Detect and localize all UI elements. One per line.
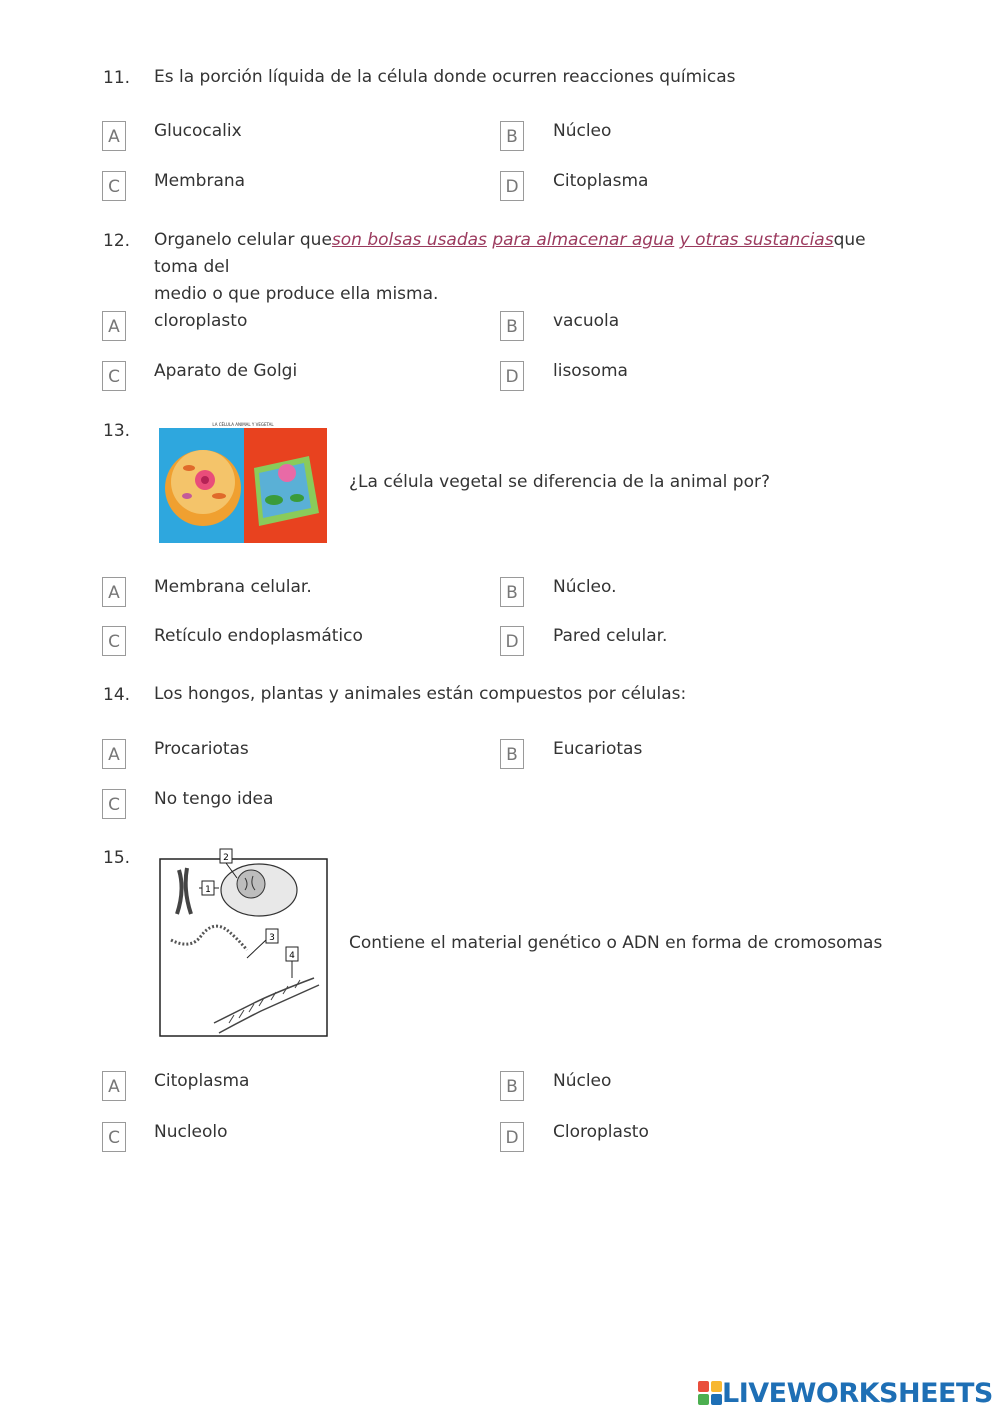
question-text-part: que toma del [154, 230, 866, 277]
option-a-text: Procariotas [154, 739, 249, 759]
question-text-line2: medio o que produce ella misma. [154, 284, 439, 304]
option-b-text: vacuola [553, 311, 620, 331]
option-d-box[interactable]: D [500, 171, 524, 201]
cell-comparison-image [159, 418, 327, 543]
diagram-label-2: 2 [223, 853, 229, 863]
option-d-text: lisosoma [553, 361, 628, 381]
question-text [154, 227, 914, 308]
logo-text: LIVEWORKSHEETS [722, 1377, 993, 1409]
option-b-text: Núcleo. [553, 577, 617, 597]
option-c-text: Membrana [154, 171, 246, 191]
option-a-box[interactable]: A [102, 577, 126, 607]
chromosome-diagram [159, 848, 329, 1038]
option-d-text: Citoplasma [553, 171, 649, 191]
logo-square-green [698, 1394, 709, 1405]
liveworksheets-logo-icon [698, 1381, 722, 1405]
option-a-box[interactable]: A [102, 311, 126, 341]
option-c-box[interactable]: C [102, 361, 126, 391]
question-link-1[interactable]: son bolsas usadas [331, 230, 487, 250]
option-d-box[interactable]: D [500, 1122, 524, 1152]
option-b-box[interactable]: B [500, 1071, 524, 1101]
liveworksheets-logo[interactable] [698, 1377, 993, 1409]
option-a-text: Glucocalix [154, 121, 242, 141]
option-c-box[interactable]: C [102, 171, 126, 201]
option-d-text: Pared celular. [553, 626, 668, 646]
logo-square-blue [711, 1394, 722, 1405]
question-text: Contiene el material genético o ADN en forma de cromosomas [349, 933, 883, 953]
option-d-text: Cloroplasto [553, 1122, 649, 1142]
option-c-text: Retículo endoplasmático [154, 626, 363, 646]
question-number: 15. [103, 848, 131, 868]
question-number: 12. [103, 231, 131, 251]
option-c-text: No tengo idea [154, 789, 274, 809]
question-link-2[interactable]: para almacenar agua [492, 230, 675, 250]
option-b-text: Núcleo [553, 121, 612, 141]
option-c-text: Nucleolo [154, 1122, 228, 1142]
question-text-part: Organelo celular que [154, 230, 332, 250]
option-a-text: Membrana celular. [154, 577, 312, 597]
option-c-box[interactable]: C [102, 1122, 126, 1152]
option-c-text: Aparato de Golgi [154, 361, 298, 381]
option-b-box[interactable]: B [500, 121, 524, 151]
option-b-box[interactable]: B [500, 577, 524, 607]
option-b-text: Eucariotas [553, 739, 643, 759]
option-c-box[interactable]: C [102, 626, 126, 656]
option-a-text: Citoplasma [154, 1071, 250, 1091]
option-a-text: cloroplasto [154, 311, 248, 331]
option-d-box[interactable]: D [500, 361, 524, 391]
question-number: 11. [103, 68, 131, 88]
question-number: 14. [103, 685, 131, 705]
option-b-box[interactable]: B [500, 739, 524, 769]
question-link-3[interactable]: y otras sustancias [679, 230, 834, 250]
option-b-box[interactable]: B [500, 311, 524, 341]
option-c-box[interactable]: C [102, 789, 126, 819]
question-text: Es la porción líquida de la célula donde ocurren reacciones químicas [154, 67, 736, 87]
question-number: 13. [103, 421, 131, 441]
diagram-label-3: 3 [269, 933, 275, 943]
logo-square-red [698, 1381, 709, 1392]
image-title: LA CÉLULA ANIMAL Y VEGETAL [212, 422, 274, 427]
option-d-box[interactable]: D [500, 626, 524, 656]
diagram-label-4: 4 [289, 951, 295, 961]
option-b-text: Núcleo [553, 1071, 612, 1091]
question-text: Los hongos, plantas y animales están compuestos por células: [154, 684, 687, 704]
option-a-box[interactable]: A [102, 739, 126, 769]
diagram-label-1: 1 [205, 885, 211, 895]
logo-square-yellow [711, 1381, 722, 1392]
option-a-box[interactable]: A [102, 121, 126, 151]
option-a-box[interactable]: A [102, 1071, 126, 1101]
question-text: ¿La célula vegetal se diferencia de la animal por? [349, 472, 770, 492]
